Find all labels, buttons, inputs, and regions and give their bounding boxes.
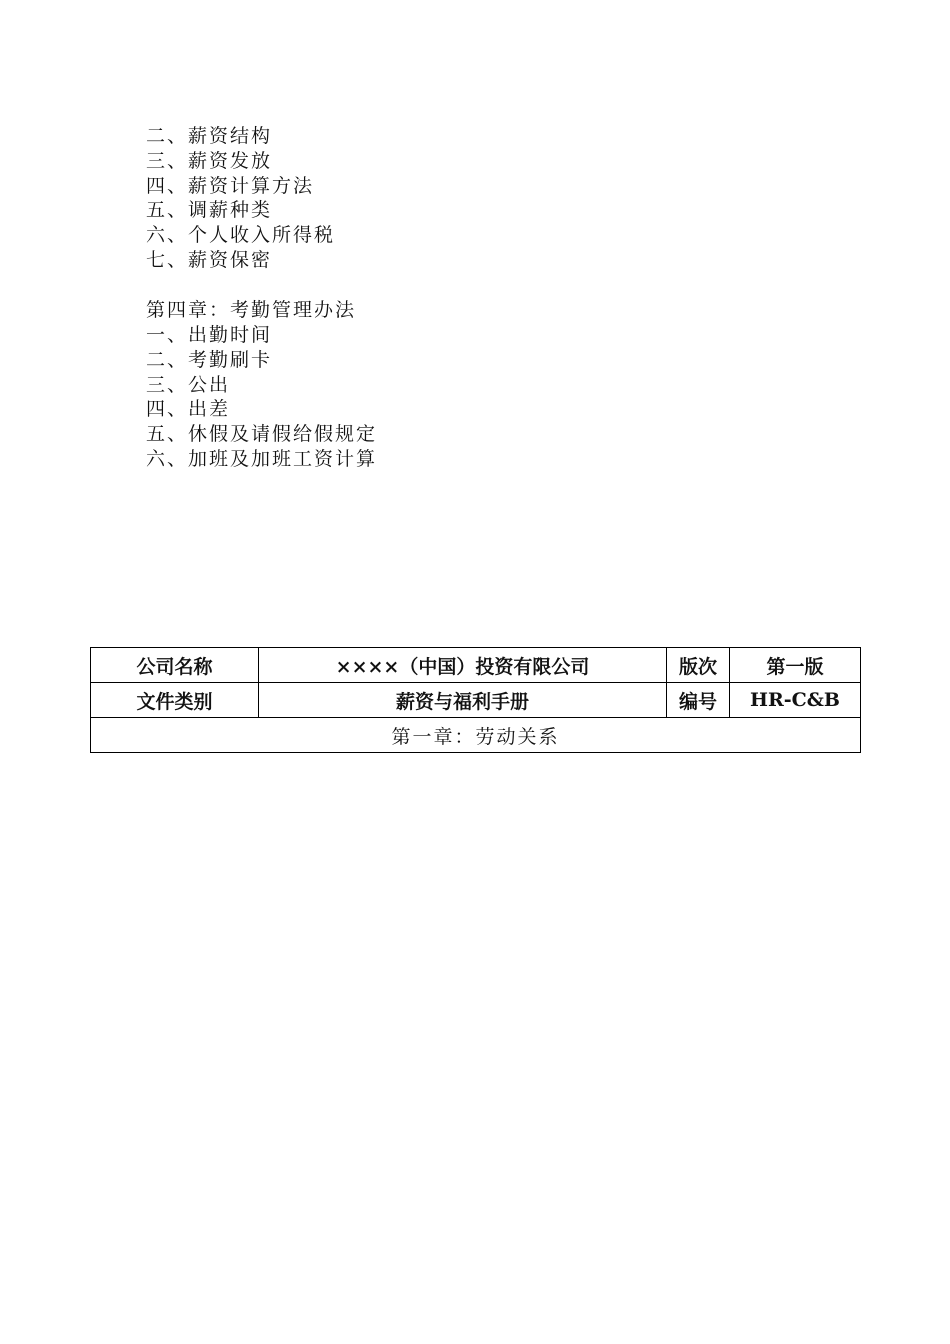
toc-item: 五、休假及请假给假规定 bbox=[146, 423, 378, 446]
table-row bbox=[91, 683, 861, 718]
toc-list-salary bbox=[146, 124, 335, 273]
toc-item: 六、加班及加班工资计算 bbox=[146, 447, 378, 470]
version-label: 版次 bbox=[667, 648, 730, 683]
chapter4-heading: 第四章：考勤管理办法 bbox=[146, 299, 357, 321]
number-value: HR-C&B bbox=[730, 683, 861, 718]
toc-item: 三、公出 bbox=[146, 373, 231, 396]
toc-item: 四、薪资计算方法 bbox=[146, 174, 315, 197]
toc-item: 三、薪资发放 bbox=[146, 149, 273, 172]
toc-item: 二、薪资结构 bbox=[146, 125, 273, 147]
toc-item: 六、个人收入所得税 bbox=[146, 224, 336, 247]
table-row bbox=[91, 718, 861, 753]
toc-item: 五、调薪种类 bbox=[146, 199, 273, 222]
table-row bbox=[91, 648, 861, 683]
toc-item: 七、薪资保密 bbox=[146, 248, 273, 271]
chapter-title: 第一章：劳动关系 bbox=[91, 718, 861, 753]
toc-item: 四、出差 bbox=[146, 398, 231, 421]
category-label: 文件类别 bbox=[91, 683, 259, 718]
toc-list-attendance bbox=[146, 323, 377, 472]
toc-item: 二、考勤刷卡 bbox=[146, 348, 273, 371]
number-label: 编号 bbox=[667, 683, 730, 718]
company-label: 公司名称 bbox=[91, 648, 259, 683]
document-header-table bbox=[90, 647, 861, 753]
category-value: 薪资与福利手册 bbox=[259, 683, 667, 718]
version-value: 第一版 bbox=[730, 648, 861, 683]
toc-item: 一、出勤时间 bbox=[146, 324, 273, 346]
company-value: ××××（中国）投资有限公司 bbox=[259, 648, 667, 683]
